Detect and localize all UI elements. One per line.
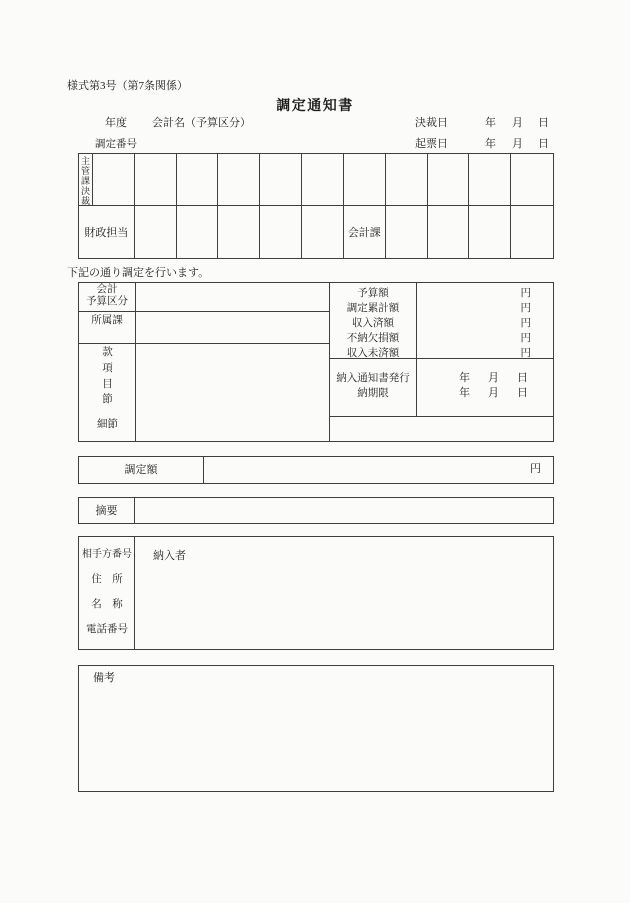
remarks-label: 備考 <box>93 672 115 684</box>
summary-value-cell <box>135 498 553 523</box>
payer-table <box>78 536 554 650</box>
stamp-cell <box>93 154 135 206</box>
assessment-total-yen-label: 円 <box>520 303 531 314</box>
notice-dates-value-cell <box>417 359 553 417</box>
supervising-section-label: 主管課決裁 <box>79 154 93 206</box>
account-label-cell <box>79 283 136 312</box>
budget-category-label: 予算区分 <box>86 296 128 307</box>
stamp-cell <box>511 154 553 206</box>
stamp-cell <box>469 206 511 258</box>
drafting-date-day-label: 日 <box>538 138 549 150</box>
drafting-date-year-label: 年 <box>485 138 496 150</box>
received-amount-yen-label: 円 <box>520 318 531 329</box>
stamp-cell <box>218 206 260 258</box>
payer-address-label: 住 所 <box>91 574 123 585</box>
payer-name-label: 名 称 <box>91 599 123 610</box>
bad-debt-yen-label: 円 <box>520 333 531 344</box>
assessment-amount-yen-label: 円 <box>530 463 541 475</box>
budget-items-value-cell <box>136 344 330 441</box>
form-number-label: 様式第3号（第7条関係） <box>67 80 188 92</box>
budget-amount-label: 予算額 <box>357 288 389 299</box>
stamp-cell <box>177 154 219 206</box>
payer-value-cell <box>135 537 553 649</box>
drafting-date-month-label: 月 <box>512 138 523 150</box>
account-value-cell <box>136 283 330 312</box>
setsu-label: 節 <box>102 394 113 405</box>
summary-label: 摘要 <box>79 498 135 523</box>
finance-staff-label: 財政担当 <box>79 206 135 258</box>
payer-label: 納入者 <box>153 550 186 562</box>
stamp-cell <box>386 206 428 258</box>
stamp-cell <box>260 206 302 258</box>
kou-label: 項 <box>102 363 113 374</box>
payer-labels-cell <box>79 537 135 649</box>
saisetsu-label: 細節 <box>97 419 118 430</box>
stamp-cell <box>344 154 386 206</box>
department-label-cell <box>79 312 136 344</box>
account-name-label: 会計名（予算区分） <box>152 117 251 129</box>
assessment-total-label: 調定累計額 <box>346 303 400 314</box>
amounts-label-cell <box>330 283 417 359</box>
stamp-cell <box>428 154 470 206</box>
drafting-date-label: 起票日 <box>415 138 448 150</box>
page-title: 調定通知書 <box>276 99 354 114</box>
stamp-cell <box>177 206 219 258</box>
stamp-cell <box>386 154 428 206</box>
stamp-cell <box>302 206 344 258</box>
due-date-label: 納期限 <box>357 388 389 399</box>
received-amount-label: 収入済額 <box>352 318 394 329</box>
budget-amount-yen-label: 円 <box>520 288 531 299</box>
stamp-cell <box>511 206 553 258</box>
budget-items-label-cell <box>79 344 136 441</box>
notice-issue-month-label: 月 <box>488 372 499 384</box>
approval-date-day-label: 日 <box>538 117 549 129</box>
notice-issue-day-label: 日 <box>517 372 528 384</box>
unreceived-amount-yen-label: 円 <box>520 348 531 359</box>
detail-table <box>78 282 554 442</box>
stamp-cell <box>135 154 177 206</box>
approval-date-label: 決裁日 <box>415 117 448 129</box>
summary-table <box>78 497 554 524</box>
accounting-section-label: 会計課 <box>344 206 386 258</box>
remarks-table <box>78 665 554 792</box>
unreceived-amount-label: 収入未済額 <box>346 348 400 359</box>
payer-number-label: 相手方番号 <box>82 549 132 560</box>
moku-label: 目 <box>102 379 113 390</box>
approval-stamp-table <box>78 153 554 259</box>
kan-label: 款 <box>102 347 113 358</box>
assessment-number-label: 調定番号 <box>95 139 137 150</box>
stamp-cell <box>469 154 511 206</box>
stamp-cell <box>260 154 302 206</box>
notice-issue-year-label: 年 <box>459 372 470 384</box>
stamp-cell <box>302 154 344 206</box>
due-date-day-label: 日 <box>517 387 528 399</box>
stamp-cell <box>135 206 177 258</box>
assessment-amount-value-cell <box>204 457 553 483</box>
assessment-amount-table <box>78 456 554 484</box>
due-date-month-label: 月 <box>488 387 499 399</box>
assessment-amount-label: 調定額 <box>79 457 204 483</box>
due-date-year-label: 年 <box>459 387 470 399</box>
payer-phone-label: 電話番号 <box>86 624 128 635</box>
fiscal-year-label: 年度 <box>105 117 127 129</box>
department-label: 所属課 <box>91 315 123 326</box>
approval-date-year-label: 年 <box>485 117 496 129</box>
amounts-value-cell <box>417 283 553 359</box>
approval-date-month-label: 月 <box>512 117 523 129</box>
bad-debt-label: 不納欠損額 <box>346 333 400 344</box>
account-label: 会計 <box>96 284 118 295</box>
spare-cell <box>330 417 553 441</box>
notice-dates-label-cell <box>330 359 417 417</box>
stamp-cell <box>218 154 260 206</box>
stamp-cell <box>428 206 470 258</box>
department-value-cell <box>136 312 330 344</box>
due-date-row <box>417 386 553 401</box>
notice-issue-label: 納入通知書発行 <box>336 373 410 384</box>
notice-issue-date-row <box>417 371 553 386</box>
notice-line: 下記の通り調定を行います。 <box>67 267 210 279</box>
